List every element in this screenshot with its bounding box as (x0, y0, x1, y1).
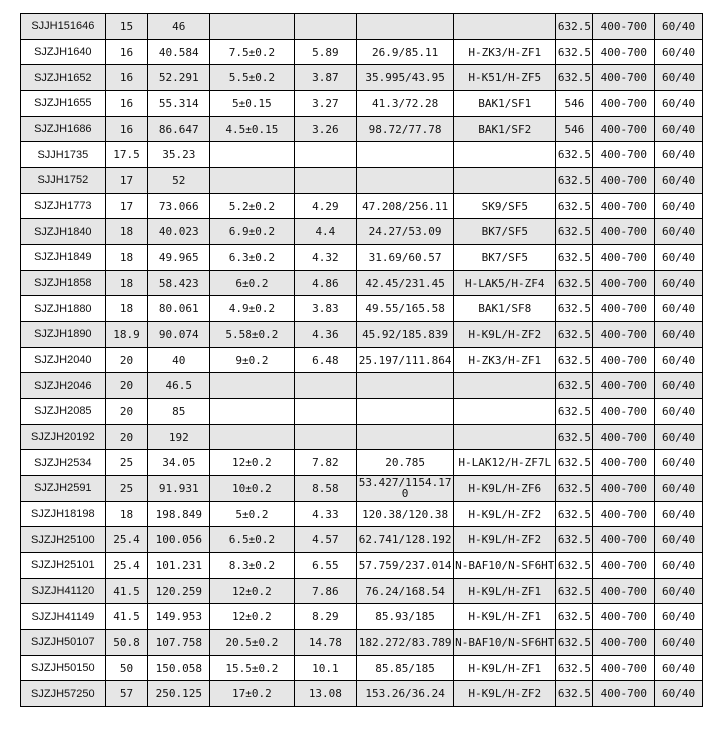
band-cell: 400-700 (593, 39, 655, 65)
radius-cell: 41.3/72.28 (357, 91, 454, 117)
surface-quality-cell: 60/40 (655, 270, 703, 296)
edge-thickness-cell: 3.87 (294, 65, 357, 91)
wavelength-cell: 546 (556, 91, 593, 117)
focal-length-cell: 40.584 (148, 39, 210, 65)
radius-cell: 53.427/1154.170 (357, 476, 454, 502)
wavelength-cell: 632.5 (556, 527, 593, 553)
edge-thickness-cell: 8.58 (294, 476, 357, 502)
surface-quality-cell: 60/40 (655, 219, 703, 245)
table-row (21, 65, 703, 91)
part-number-cell: SJZJH50150 (21, 655, 106, 681)
band-cell: 400-700 (593, 142, 655, 168)
table-row (21, 39, 703, 65)
wavelength-cell: 632.5 (556, 578, 593, 604)
table-row (21, 424, 703, 450)
diameter-cell: 25 (105, 450, 148, 476)
radius-cell: 47.208/256.11 (357, 193, 454, 219)
center-thickness-cell: 7.5±0.2 (210, 39, 294, 65)
band-cell: 400-700 (593, 655, 655, 681)
focal-length-cell: 40.023 (148, 219, 210, 245)
edge-thickness-cell: 14.78 (294, 630, 357, 656)
focal-length-cell: 73.066 (148, 193, 210, 219)
band-cell: 400-700 (593, 168, 655, 194)
table-row (21, 14, 703, 40)
diameter-cell: 18 (105, 219, 148, 245)
center-thickness-cell: 12±0.2 (210, 578, 294, 604)
part-number-cell: SJZJH50107 (21, 630, 106, 656)
edge-thickness-cell: 4.36 (294, 322, 357, 348)
glass-material-cell: H-K9L/H-ZF1 (454, 655, 556, 681)
table-row (21, 553, 703, 579)
focal-length-cell: 80.061 (148, 296, 210, 322)
radius-cell: 42.45/231.45 (357, 270, 454, 296)
table-row (21, 116, 703, 142)
center-thickness-cell: 20.5±0.2 (210, 630, 294, 656)
edge-thickness-cell: 6.55 (294, 553, 357, 579)
band-cell: 400-700 (593, 65, 655, 91)
band-cell: 400-700 (593, 116, 655, 142)
radius-cell: 85.85/185 (357, 655, 454, 681)
center-thickness-cell (210, 168, 294, 194)
radius-cell: 98.72/77.78 (357, 116, 454, 142)
diameter-cell: 25.4 (105, 527, 148, 553)
focal-length-cell: 46 (148, 14, 210, 40)
lens-spec-table (20, 13, 703, 707)
focal-length-cell: 250.125 (148, 681, 210, 707)
edge-thickness-cell: 10.1 (294, 655, 357, 681)
surface-quality-cell: 60/40 (655, 245, 703, 271)
center-thickness-cell: 6.3±0.2 (210, 245, 294, 271)
glass-material-cell: H-K9L/H-ZF2 (454, 681, 556, 707)
edge-thickness-cell: 3.83 (294, 296, 357, 322)
center-thickness-cell (210, 14, 294, 40)
wavelength-cell: 632.5 (556, 245, 593, 271)
wavelength-cell: 632.5 (556, 14, 593, 40)
glass-material-cell: H-K9L/H-ZF1 (454, 578, 556, 604)
part-number-cell: SJJH1735 (21, 142, 106, 168)
band-cell: 400-700 (593, 193, 655, 219)
edge-thickness-cell: 4.57 (294, 527, 357, 553)
center-thickness-cell: 8.3±0.2 (210, 553, 294, 579)
wavelength-cell: 632.5 (556, 553, 593, 579)
edge-thickness-cell: 5.89 (294, 39, 357, 65)
diameter-cell: 41.5 (105, 604, 148, 630)
focal-length-cell: 107.758 (148, 630, 210, 656)
table-row (21, 578, 703, 604)
table-row (21, 296, 703, 322)
focal-length-cell: 35.23 (148, 142, 210, 168)
table-row (21, 630, 703, 656)
diameter-cell: 16 (105, 65, 148, 91)
radius-cell: 24.27/53.09 (357, 219, 454, 245)
radius-cell: 120.38/120.38 (357, 501, 454, 527)
band-cell: 400-700 (593, 450, 655, 476)
focal-length-cell: 90.074 (148, 322, 210, 348)
wavelength-cell: 632.5 (556, 322, 593, 348)
part-number-cell: SJZJH2046 (21, 373, 106, 399)
center-thickness-cell (210, 142, 294, 168)
center-thickness-cell: 6±0.2 (210, 270, 294, 296)
radius-cell (357, 399, 454, 425)
focal-length-cell: 150.058 (148, 655, 210, 681)
focal-length-cell: 46.5 (148, 373, 210, 399)
edge-thickness-cell (294, 424, 357, 450)
band-cell: 400-700 (593, 527, 655, 553)
surface-quality-cell: 60/40 (655, 553, 703, 579)
diameter-cell: 18.9 (105, 322, 148, 348)
wavelength-cell: 632.5 (556, 655, 593, 681)
band-cell: 400-700 (593, 424, 655, 450)
surface-quality-cell: 60/40 (655, 193, 703, 219)
focal-length-cell: 91.931 (148, 476, 210, 502)
wavelength-cell: 632.5 (556, 219, 593, 245)
surface-quality-cell: 60/40 (655, 630, 703, 656)
center-thickness-cell: 6.5±0.2 (210, 527, 294, 553)
radius-cell: 62.741/128.192 (357, 527, 454, 553)
wavelength-cell: 632.5 (556, 296, 593, 322)
surface-quality-cell: 60/40 (655, 527, 703, 553)
surface-quality-cell: 60/40 (655, 65, 703, 91)
part-number-cell: SJJH151646 (21, 14, 106, 40)
surface-quality-cell: 60/40 (655, 578, 703, 604)
part-number-cell: SJZJH25101 (21, 553, 106, 579)
part-number-cell: SJZJH25100 (21, 527, 106, 553)
center-thickness-cell: 12±0.2 (210, 450, 294, 476)
band-cell: 400-700 (593, 399, 655, 425)
glass-material-cell: H-ZK3/H-ZF1 (454, 39, 556, 65)
diameter-cell: 18 (105, 296, 148, 322)
table-row (21, 322, 703, 348)
glass-material-cell: N-BAF10/N-SF6HT (454, 553, 556, 579)
surface-quality-cell: 60/40 (655, 681, 703, 707)
band-cell: 400-700 (593, 14, 655, 40)
surface-quality-cell: 60/40 (655, 655, 703, 681)
part-number-cell: SJZJH20192 (21, 424, 106, 450)
edge-thickness-cell (294, 399, 357, 425)
table-row (21, 91, 703, 117)
center-thickness-cell: 9±0.2 (210, 347, 294, 373)
surface-quality-cell: 60/40 (655, 322, 703, 348)
diameter-cell: 41.5 (105, 578, 148, 604)
part-number-cell: SJZJH1890 (21, 322, 106, 348)
table-row (21, 604, 703, 630)
surface-quality-cell: 60/40 (655, 91, 703, 117)
diameter-cell: 17.5 (105, 142, 148, 168)
focal-length-cell: 86.647 (148, 116, 210, 142)
diameter-cell: 25 (105, 476, 148, 502)
wavelength-cell: 632.5 (556, 168, 593, 194)
center-thickness-cell: 4.9±0.2 (210, 296, 294, 322)
radius-cell: 20.785 (357, 450, 454, 476)
glass-material-cell: H-K9L/H-ZF1 (454, 604, 556, 630)
focal-length-cell: 52 (148, 168, 210, 194)
wavelength-cell: 632.5 (556, 630, 593, 656)
table-row (21, 655, 703, 681)
table-row (21, 501, 703, 527)
wavelength-cell: 632.5 (556, 347, 593, 373)
diameter-cell: 20 (105, 373, 148, 399)
edge-thickness-cell: 4.33 (294, 501, 357, 527)
edge-thickness-cell (294, 142, 357, 168)
glass-material-cell: N-BAF10/N-SF6HT (454, 630, 556, 656)
part-number-cell: SJZJH41149 (21, 604, 106, 630)
band-cell: 400-700 (593, 245, 655, 271)
table-row (21, 347, 703, 373)
radius-cell (357, 373, 454, 399)
glass-material-cell: BK7/SF5 (454, 219, 556, 245)
band-cell: 400-700 (593, 501, 655, 527)
focal-length-cell: 100.056 (148, 527, 210, 553)
part-number-cell: SJZJH2534 (21, 450, 106, 476)
table-row (21, 476, 703, 502)
table-row (21, 142, 703, 168)
part-number-cell: SJZJH1640 (21, 39, 106, 65)
center-thickness-cell: 12±0.2 (210, 604, 294, 630)
diameter-cell: 18 (105, 270, 148, 296)
edge-thickness-cell: 8.29 (294, 604, 357, 630)
table-row (21, 450, 703, 476)
center-thickness-cell: 5.2±0.2 (210, 193, 294, 219)
surface-quality-cell: 60/40 (655, 347, 703, 373)
edge-thickness-cell: 3.26 (294, 116, 357, 142)
table-row (21, 219, 703, 245)
focal-length-cell: 120.259 (148, 578, 210, 604)
center-thickness-cell (210, 399, 294, 425)
center-thickness-cell: 6.9±0.2 (210, 219, 294, 245)
glass-material-cell: SK9/SF5 (454, 193, 556, 219)
diameter-cell: 17 (105, 193, 148, 219)
part-number-cell: SJZJH2085 (21, 399, 106, 425)
focal-length-cell: 52.291 (148, 65, 210, 91)
surface-quality-cell: 60/40 (655, 424, 703, 450)
focal-length-cell: 101.231 (148, 553, 210, 579)
diameter-cell: 50.8 (105, 630, 148, 656)
wavelength-cell: 632.5 (556, 604, 593, 630)
part-number-cell: SJZJH41120 (21, 578, 106, 604)
glass-material-cell: H-K9L/H-ZF2 (454, 322, 556, 348)
diameter-cell: 15 (105, 14, 148, 40)
glass-material-cell: H-LAK12/H-ZF7L (454, 450, 556, 476)
diameter-cell: 20 (105, 399, 148, 425)
wavelength-cell: 632.5 (556, 399, 593, 425)
diameter-cell: 20 (105, 347, 148, 373)
wavelength-cell: 632.5 (556, 193, 593, 219)
radius-cell: 182.272/83.789 (357, 630, 454, 656)
table-row (21, 245, 703, 271)
part-number-cell: SJZJH2040 (21, 347, 106, 373)
band-cell: 400-700 (593, 373, 655, 399)
glass-material-cell (454, 373, 556, 399)
focal-length-cell: 198.849 (148, 501, 210, 527)
edge-thickness-cell: 13.08 (294, 681, 357, 707)
focal-length-cell: 192 (148, 424, 210, 450)
wavelength-cell: 632.5 (556, 681, 593, 707)
wavelength-cell: 632.5 (556, 450, 593, 476)
part-number-cell: SJZJH1655 (21, 91, 106, 117)
edge-thickness-cell: 3.27 (294, 91, 357, 117)
radius-cell: 45.92/185.839 (357, 322, 454, 348)
edge-thickness-cell: 4.32 (294, 245, 357, 271)
band-cell: 400-700 (593, 681, 655, 707)
wavelength-cell: 632.5 (556, 476, 593, 502)
surface-quality-cell: 60/40 (655, 399, 703, 425)
part-number-cell: SJZJH57250 (21, 681, 106, 707)
surface-quality-cell: 60/40 (655, 501, 703, 527)
glass-material-cell: H-K51/H-ZF5 (454, 65, 556, 91)
edge-thickness-cell: 7.86 (294, 578, 357, 604)
band-cell: 400-700 (593, 553, 655, 579)
center-thickness-cell (210, 373, 294, 399)
diameter-cell: 25.4 (105, 553, 148, 579)
table-row (21, 373, 703, 399)
focal-length-cell: 40 (148, 347, 210, 373)
radius-cell: 31.69/60.57 (357, 245, 454, 271)
focal-length-cell: 149.953 (148, 604, 210, 630)
table-row (21, 168, 703, 194)
edge-thickness-cell: 4.4 (294, 219, 357, 245)
wavelength-cell: 632.5 (556, 39, 593, 65)
part-number-cell: SJZJH1858 (21, 270, 106, 296)
edge-thickness-cell: 7.82 (294, 450, 357, 476)
glass-material-cell: H-ZK3/H-ZF1 (454, 347, 556, 373)
diameter-cell: 50 (105, 655, 148, 681)
focal-length-cell: 34.05 (148, 450, 210, 476)
surface-quality-cell: 60/40 (655, 14, 703, 40)
glass-material-cell (454, 424, 556, 450)
diameter-cell: 57 (105, 681, 148, 707)
edge-thickness-cell (294, 373, 357, 399)
diameter-cell: 17 (105, 168, 148, 194)
band-cell: 400-700 (593, 578, 655, 604)
center-thickness-cell: 10±0.2 (210, 476, 294, 502)
radius-cell: 57.759/237.014 (357, 553, 454, 579)
wavelength-cell: 632.5 (556, 270, 593, 296)
radius-cell (357, 142, 454, 168)
focal-length-cell: 85 (148, 399, 210, 425)
center-thickness-cell: 5.5±0.2 (210, 65, 294, 91)
wavelength-cell: 632.5 (556, 501, 593, 527)
table-row (21, 270, 703, 296)
center-thickness-cell: 5±0.2 (210, 501, 294, 527)
radius-cell: 25.197/111.864 (357, 347, 454, 373)
glass-material-cell (454, 142, 556, 168)
center-thickness-cell (210, 424, 294, 450)
band-cell: 400-700 (593, 296, 655, 322)
glass-material-cell: BAK1/SF2 (454, 116, 556, 142)
focal-length-cell: 49.965 (148, 245, 210, 271)
part-number-cell: SJJH1752 (21, 168, 106, 194)
diameter-cell: 16 (105, 91, 148, 117)
band-cell: 400-700 (593, 604, 655, 630)
radius-cell: 35.995/43.95 (357, 65, 454, 91)
part-number-cell: SJZJH1652 (21, 65, 106, 91)
radius-cell: 26.9/85.11 (357, 39, 454, 65)
surface-quality-cell: 60/40 (655, 450, 703, 476)
glass-material-cell: H-K9L/H-ZF6 (454, 476, 556, 502)
glass-material-cell: H-LAK5/H-ZF4 (454, 270, 556, 296)
edge-thickness-cell: 4.86 (294, 270, 357, 296)
diameter-cell: 16 (105, 116, 148, 142)
focal-length-cell: 55.314 (148, 91, 210, 117)
part-number-cell: SJZJH18198 (21, 501, 106, 527)
radius-cell: 49.55/165.58 (357, 296, 454, 322)
table-row (21, 193, 703, 219)
surface-quality-cell: 60/40 (655, 116, 703, 142)
glass-material-cell: BAK1/SF1 (454, 91, 556, 117)
band-cell: 400-700 (593, 91, 655, 117)
edge-thickness-cell: 4.29 (294, 193, 357, 219)
diameter-cell: 16 (105, 39, 148, 65)
radius-cell (357, 14, 454, 40)
surface-quality-cell: 60/40 (655, 373, 703, 399)
glass-material-cell (454, 14, 556, 40)
focal-length-cell: 58.423 (148, 270, 210, 296)
part-number-cell: SJZJH1849 (21, 245, 106, 271)
edge-thickness-cell (294, 168, 357, 194)
band-cell: 400-700 (593, 322, 655, 348)
glass-material-cell: H-K9L/H-ZF2 (454, 501, 556, 527)
surface-quality-cell: 60/40 (655, 39, 703, 65)
glass-material-cell: BK7/SF5 (454, 245, 556, 271)
diameter-cell: 20 (105, 424, 148, 450)
edge-thickness-cell (294, 14, 357, 40)
band-cell: 400-700 (593, 476, 655, 502)
diameter-cell: 18 (105, 501, 148, 527)
wavelength-cell: 546 (556, 116, 593, 142)
center-thickness-cell: 5±0.15 (210, 91, 294, 117)
radius-cell: 153.26/36.24 (357, 681, 454, 707)
surface-quality-cell: 60/40 (655, 476, 703, 502)
surface-quality-cell: 60/40 (655, 142, 703, 168)
band-cell: 400-700 (593, 347, 655, 373)
band-cell: 400-700 (593, 219, 655, 245)
table-row (21, 399, 703, 425)
surface-quality-cell: 60/40 (655, 296, 703, 322)
wavelength-cell: 632.5 (556, 65, 593, 91)
glass-material-cell: BAK1/SF8 (454, 296, 556, 322)
table-row (21, 681, 703, 707)
wavelength-cell: 632.5 (556, 373, 593, 399)
edge-thickness-cell: 6.48 (294, 347, 357, 373)
table-body (21, 14, 703, 707)
radius-cell: 76.24/168.54 (357, 578, 454, 604)
band-cell: 400-700 (593, 630, 655, 656)
part-number-cell: SJZJH1686 (21, 116, 106, 142)
diameter-cell: 18 (105, 245, 148, 271)
part-number-cell: SJZJH1840 (21, 219, 106, 245)
part-number-cell: SJZJH1773 (21, 193, 106, 219)
radius-cell (357, 168, 454, 194)
center-thickness-cell: 5.58±0.2 (210, 322, 294, 348)
part-number-cell: SJZJH1880 (21, 296, 106, 322)
surface-quality-cell: 60/40 (655, 168, 703, 194)
center-thickness-cell: 15.5±0.2 (210, 655, 294, 681)
wavelength-cell: 632.5 (556, 142, 593, 168)
part-number-cell: SJZJH2591 (21, 476, 106, 502)
table-row (21, 527, 703, 553)
glass-material-cell: H-K9L/H-ZF2 (454, 527, 556, 553)
wavelength-cell: 632.5 (556, 424, 593, 450)
center-thickness-cell: 4.5±0.15 (210, 116, 294, 142)
radius-cell (357, 424, 454, 450)
glass-material-cell (454, 399, 556, 425)
band-cell: 400-700 (593, 270, 655, 296)
radius-cell: 85.93/185 (357, 604, 454, 630)
surface-quality-cell: 60/40 (655, 604, 703, 630)
center-thickness-cell: 17±0.2 (210, 681, 294, 707)
glass-material-cell (454, 168, 556, 194)
